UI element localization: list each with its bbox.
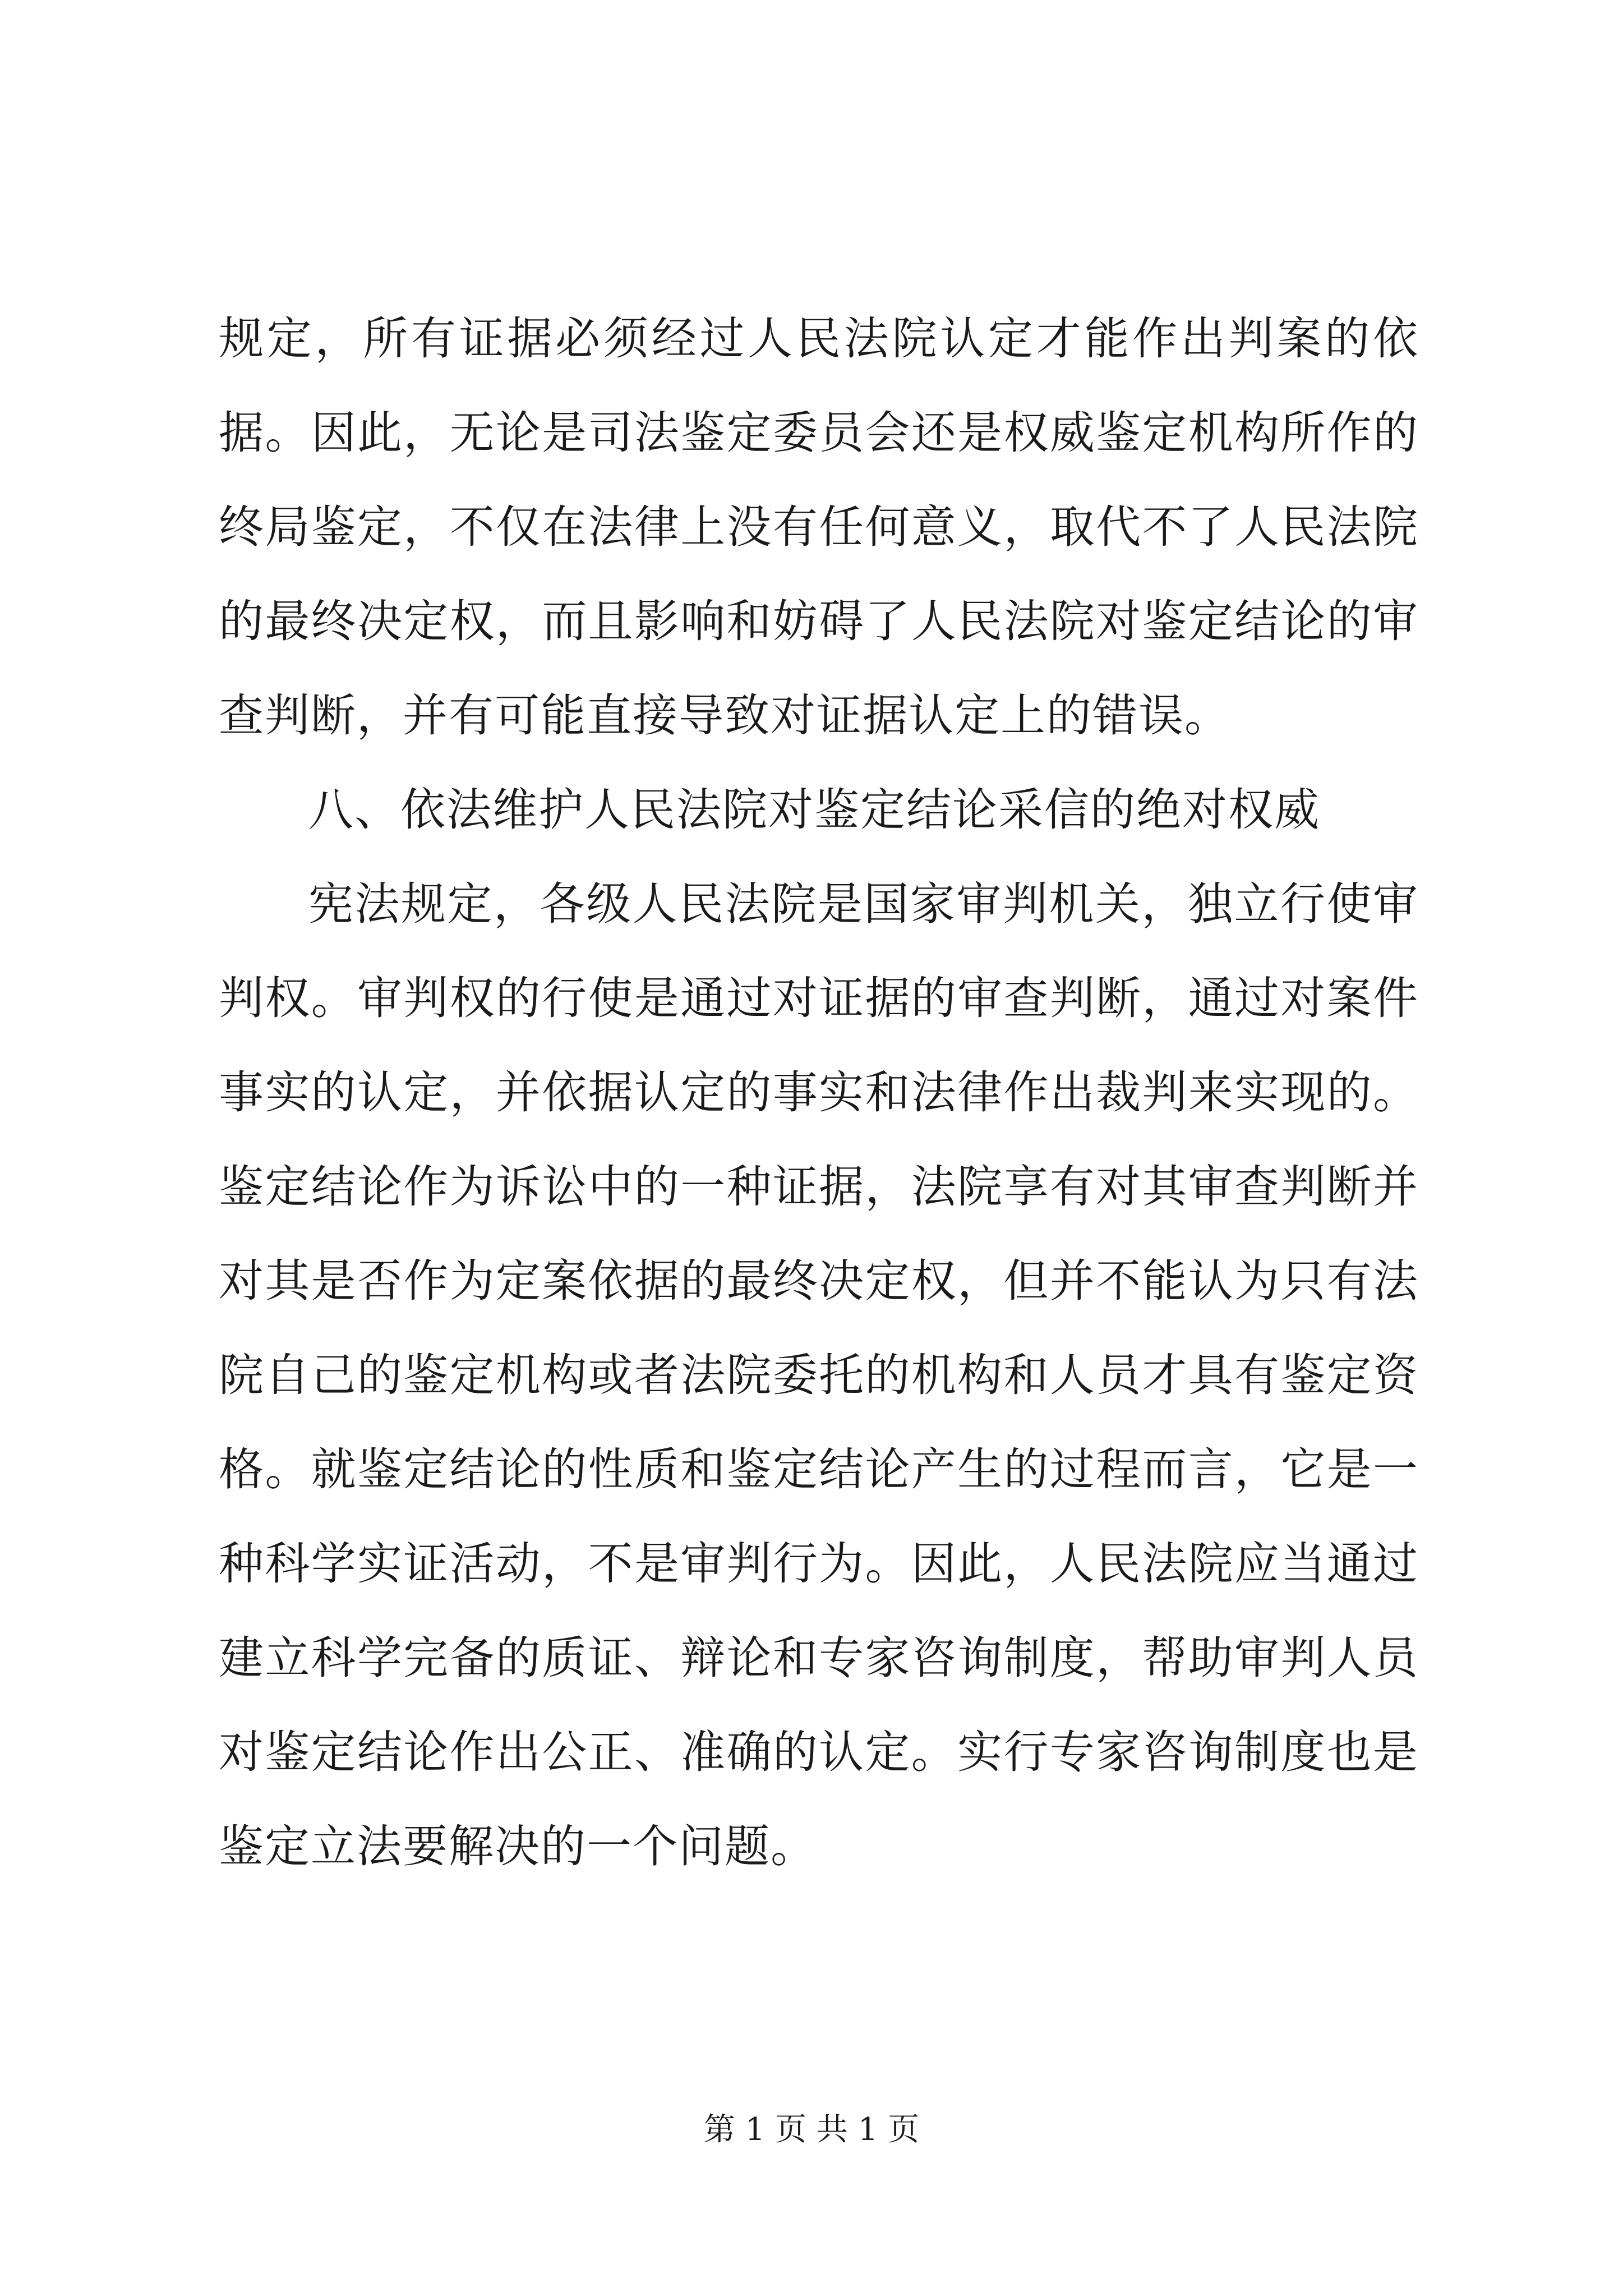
paragraph-body: 宪法规定，各级人民法院是国家审判机关，独立行使审判权。审判权的行使是通过对证据的审查判断，通过对案件事实的认定，并依据认定的事实和法律作出裁判来实现的。鉴定结论作为诉讼中的一种证据，法院享有对其审查判断并对其是否作为定案依据的最终决定权，但并不能认为只有法院自己的鉴定机构或者法院委托的机构和人员才具有鉴定资格。就鉴定结论的性质和鉴定结论产生的过程而言，它是一种科学实证活动，不是审判行为。因此，人民法院应当通过建立科学完备的质证、辩论和专家咨询制度，帮助审判人员对鉴定结论作出公正、准确的认定。实行专家咨询制度也是鉴定立法要解决的一个问题。 (219, 878, 1419, 1872)
page-number-footer: 第 1 页 共 1 页 (703, 2111, 920, 2148)
paragraph-continuation: 规定，所有证据必须经过人民法院认定才能作出判案的依据。因此，无论是司法鉴定委员会还是权威鉴定机构所作的终局鉴定，不仅在法律上没有任何意义，取代不了人民法院的最终决定权，而且影响和妨碍了人民法院对鉴定结论的审查判断，并有可能直接导致对证据认定上的错误。 (219, 312, 1419, 742)
document-body (219, 292, 1419, 1894)
section-heading: 八、依法维护人民法院对鉴定结论采信的绝对权威 (308, 784, 1320, 836)
